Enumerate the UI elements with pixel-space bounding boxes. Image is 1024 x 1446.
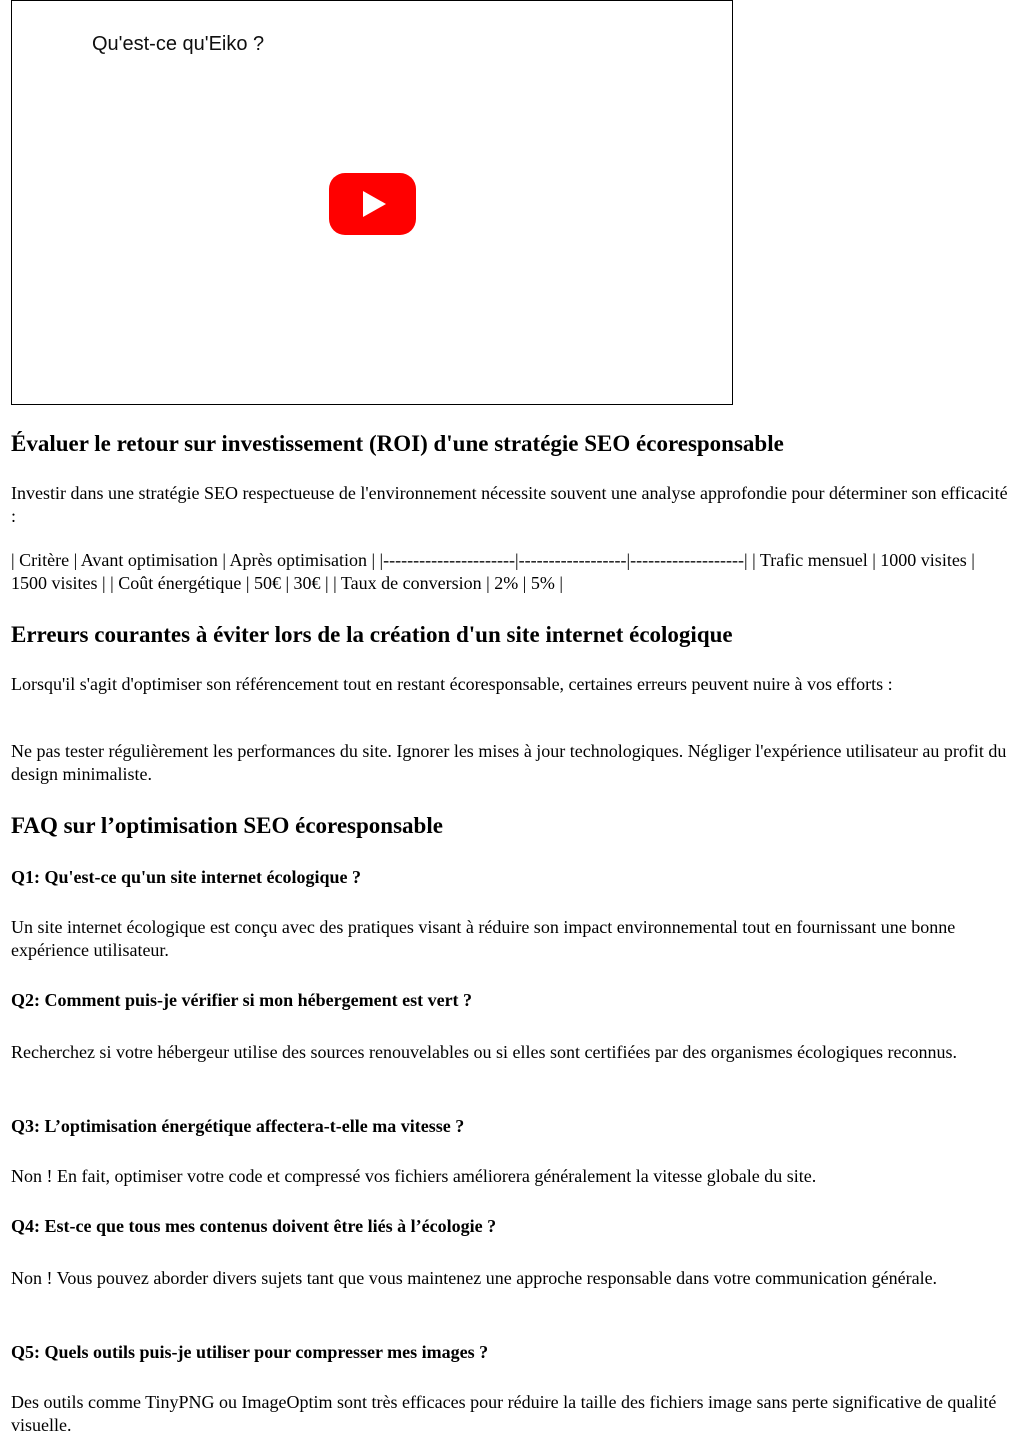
faq-answer-1: Un site internet écologique est conçu avec des pratiques visant à réduire son impact environnemental tout en fournissant une bonne expérience utilisateur. <box>11 917 956 960</box>
article <box>11 0 1013 1435</box>
roi-table-text: | Critère | Avant optimisation | Après optimisation | |----------------------|------------------|-------------------| | Trafic mensuel | 1000 visites | 1500 visites | | Coût énergétique | 50€ | 30€ | | Taux de conversion | 2% | 5% | <box>11 550 975 593</box>
faq-answer-3: Non ! En fait, optimiser votre code et compressé vos fichiers améliorera généralement la vitesse globale du site. <box>11 1166 817 1186</box>
roi-intro: Investir dans une stratégie SEO respectueuse de l'environnement nécessite souvent une analyse approfondie pour déterminer son efficacité : <box>11 483 1008 526</box>
errors-list-text: Ne pas tester régulièrement les performances du site. Ignorer les mises à jour technologiques. Négliger l'expérience utilisateur au profit du design minimaliste. <box>11 741 1007 784</box>
faq-question-3: Q3: L’optimisation énergétique affectera-t-elle ma vitesse ? <box>11 1116 465 1136</box>
faq-question-2: Q2: Comment puis-je vérifier si mon hébergement est vert ? <box>11 990 473 1010</box>
faq-answer-5: Des outils comme TinyPNG ou ImageOptim sont très efficaces pour réduire la taille des fichiers image sans perte significative de qualité visuelle. <box>11 1392 997 1435</box>
faq-answer-2: Recherchez si votre hébergeur utilise des sources renouvelables ou si elles sont certifiées par des organismes écologiques reconnus. <box>11 1042 958 1062</box>
faq-answer-4: Non ! Vous pouvez aborder divers sujets tant que vous maintenez une approche responsable dans votre communication générale. <box>11 1268 938 1288</box>
errors-intro: Lorsqu'il s'agit d'optimiser son référencement tout en restant écoresponsable, certaines erreurs peuvent nuire à vos efforts : <box>11 674 893 694</box>
faq-question-1: Q1: Qu'est-ce qu'un site internet écologique ? <box>11 867 361 887</box>
video-embed[interactable] <box>11 0 733 405</box>
faq-question-5: Q5: Quels outils puis-je utiliser pour compresser mes images ? <box>11 1342 489 1362</box>
faq-heading: FAQ sur l’optimisation SEO écoresponsable <box>11 813 443 838</box>
errors-heading: Erreurs courantes à éviter lors de la création d'un site internet écologique <box>11 622 733 647</box>
faq-question-4: Q4: Est-ce que tous mes contenus doivent être liés à l’écologie ? <box>11 1216 497 1236</box>
video-title[interactable]: Qu'est-ce qu'Eiko ? <box>92 33 265 55</box>
roi-heading: Évaluer le retour sur investissement (ROI) d'une stratégie SEO écoresponsable <box>11 431 784 456</box>
youtube-play-icon[interactable] <box>329 173 416 235</box>
